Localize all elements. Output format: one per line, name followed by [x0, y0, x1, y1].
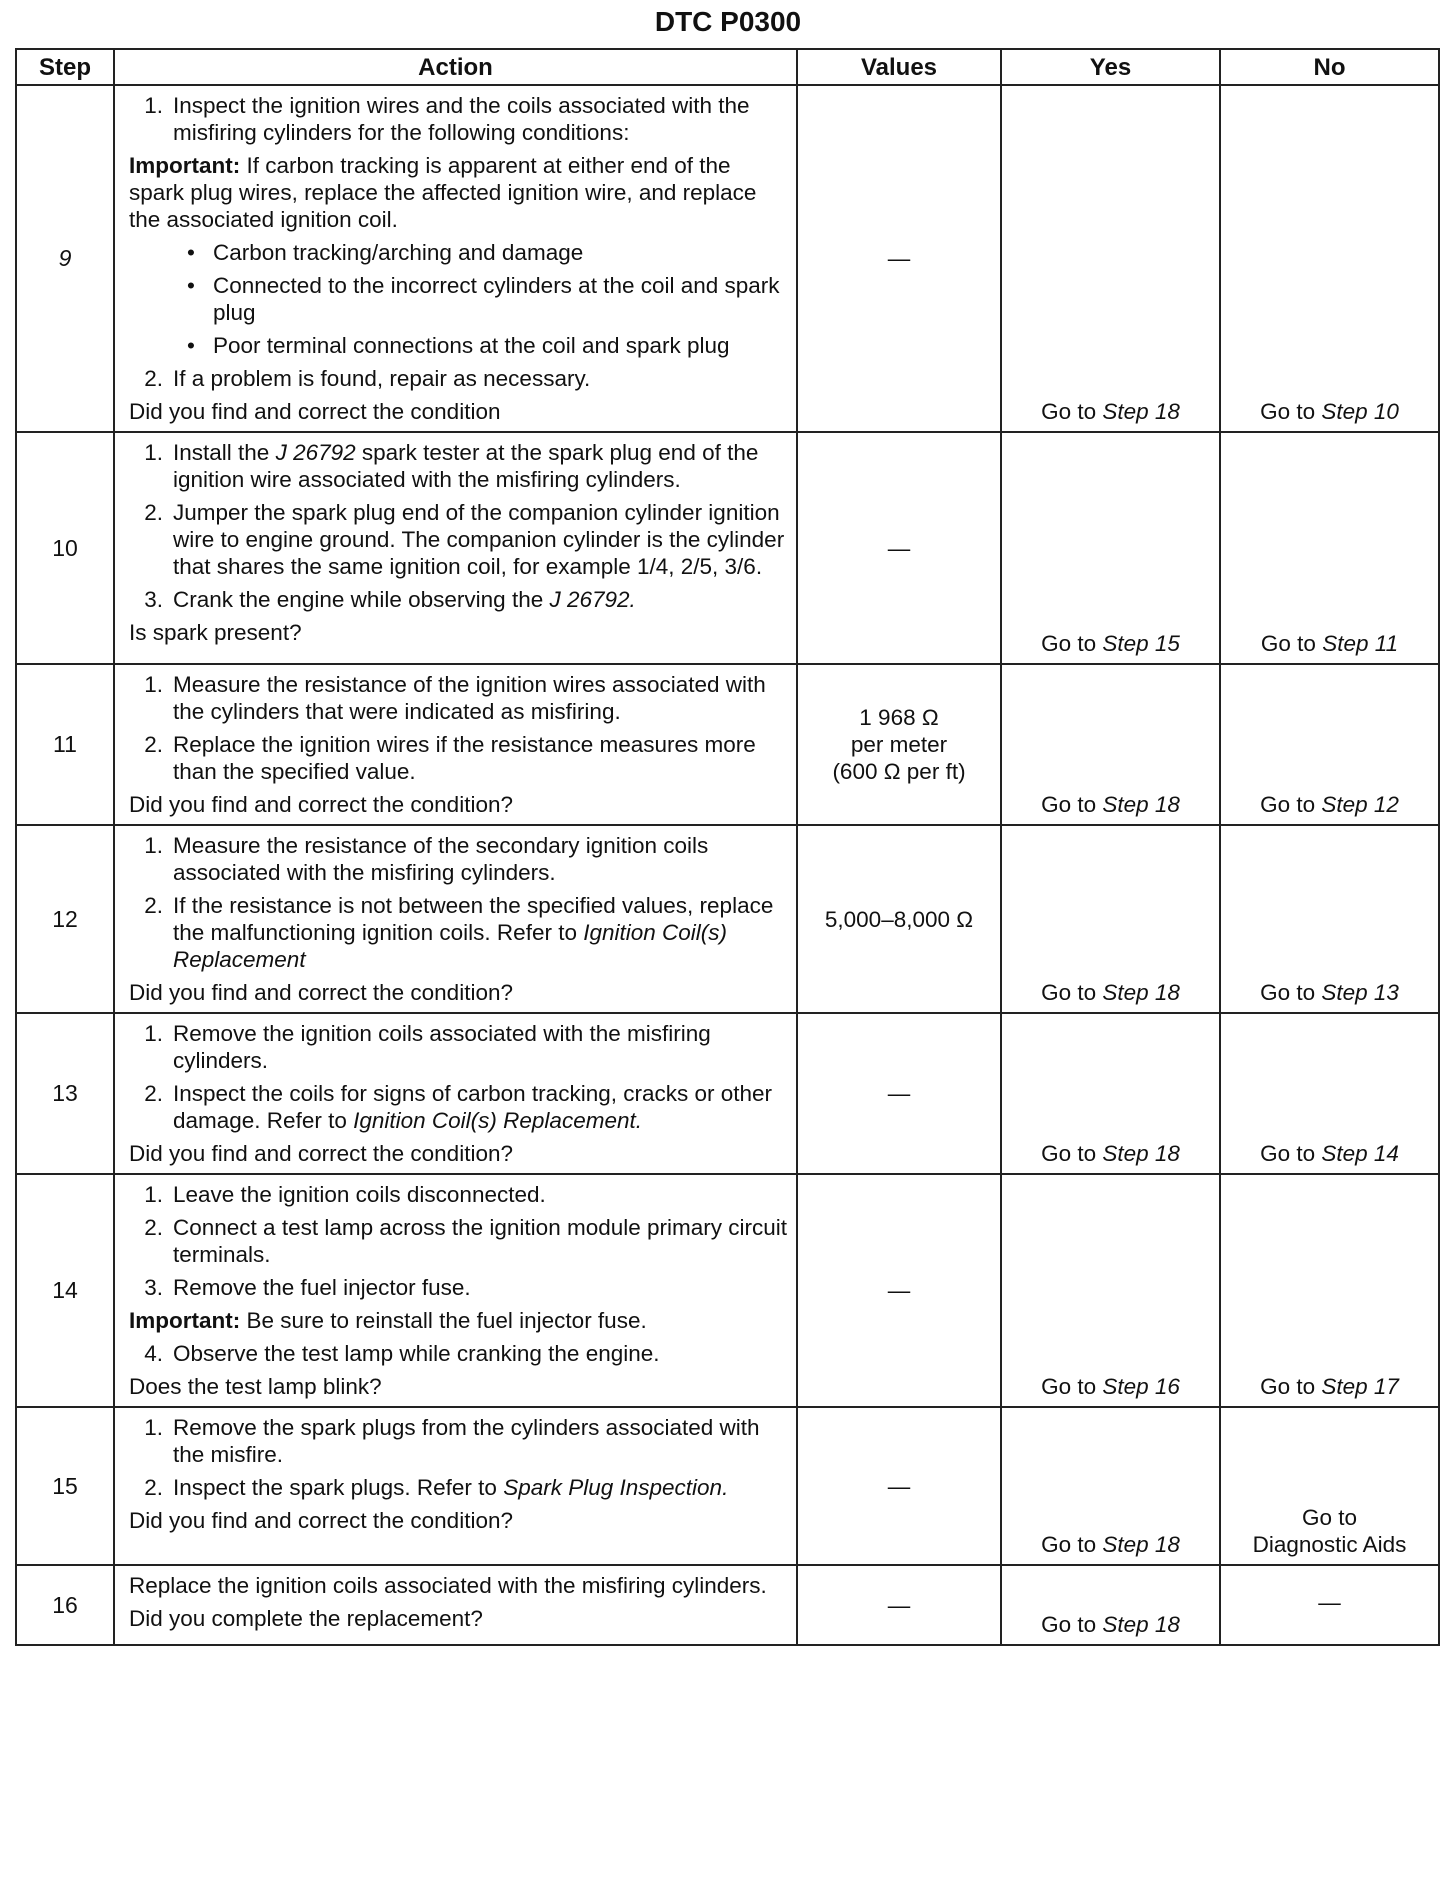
- value-text: —: [887, 1081, 911, 1106]
- item-number: 2.: [144, 1215, 163, 1240]
- text-run: J 26792: [275, 440, 356, 465]
- text-run: Did you find and correct the condition: [129, 399, 501, 424]
- table-row: [16, 1565, 1439, 1645]
- item-number: 1.: [144, 1182, 163, 1207]
- text-run: Go to: [1260, 1374, 1322, 1399]
- numbered-item: [129, 92, 788, 146]
- item-text: [173, 499, 788, 580]
- step-cell: 10: [16, 432, 114, 664]
- item-text: [173, 1181, 788, 1208]
- value-text: —: [887, 535, 911, 561]
- text-run: Jumper the spark plug end of the companion cylinder ignition wire to engine ground. The companion cylinder is the cylinder that shares the same ignition coil, for example 1/4, 2/5, 3/6.: [173, 500, 785, 579]
- item-number: 3.: [144, 1275, 163, 1300]
- text-run: Go to: [1260, 792, 1322, 817]
- item-text: [173, 832, 788, 886]
- text-run: Step 10: [1321, 399, 1399, 424]
- text-run: Step 18: [1102, 980, 1180, 1005]
- item-number: 3.: [144, 587, 163, 612]
- question: [129, 619, 788, 646]
- yes-cell: [1001, 432, 1220, 664]
- text-run: Step 11: [1322, 631, 1399, 656]
- step-cell: 13: [16, 1013, 114, 1174]
- item-number: 1.: [144, 672, 163, 697]
- value-text: per meter: [850, 732, 948, 757]
- item-text: [173, 1020, 788, 1074]
- value-text: 5,000–8,000 Ω: [824, 906, 974, 932]
- text-run: Ignition Coil(s) Replacement: [173, 920, 728, 972]
- bullet-icon: •: [187, 240, 195, 265]
- item-text: [213, 272, 788, 326]
- text-run: Important:: [129, 1308, 241, 1333]
- numbered-item: [129, 1414, 788, 1468]
- text-run: Install the: [173, 440, 276, 465]
- item-number: 1.: [144, 833, 163, 858]
- table-body: [16, 85, 1439, 1645]
- no-cell: [1220, 825, 1439, 1013]
- numbered-item: [129, 1474, 788, 1501]
- text-run: Go to: [1041, 631, 1103, 656]
- no-cell: [1220, 1407, 1439, 1565]
- text-run: Go to: [1260, 1141, 1322, 1166]
- numbered-item: [129, 671, 788, 725]
- text-run: Inspect the coils for signs of carbon tracking, cracks or other damage. Refer to: [173, 1081, 773, 1133]
- action-cell: [114, 1013, 797, 1174]
- text-run: Step 18: [1102, 1141, 1180, 1166]
- text-run: J 26792.: [549, 587, 636, 612]
- item-text: [173, 1080, 788, 1134]
- text-run: Measure the resistance of the ignition wires associated with the cylinders that were indicated as misfiring.: [173, 672, 766, 724]
- bullet-item: [187, 239, 788, 266]
- numbered-item: [129, 586, 788, 613]
- item-number: 2.: [144, 1081, 163, 1106]
- numbered-item: [129, 365, 788, 392]
- numbered-item: [129, 1340, 788, 1367]
- numbered-item: [129, 892, 788, 973]
- item-text: [173, 1214, 788, 1268]
- table-row: [16, 825, 1439, 1013]
- diagnostic-table: [15, 48, 1440, 1646]
- numbered-item: [129, 1214, 788, 1268]
- numbered-item: [129, 832, 788, 886]
- table-row: [16, 1174, 1439, 1407]
- yes-cell: [1001, 664, 1220, 825]
- text-run: Step 18: [1102, 399, 1180, 424]
- value-text: —: [887, 246, 911, 271]
- no-cell: [1220, 1013, 1439, 1174]
- item-text: [173, 586, 788, 613]
- numbered-item: [129, 499, 788, 580]
- text-run: Go to: [1041, 1141, 1103, 1166]
- values-cell: [797, 1174, 1001, 1407]
- header-no: No: [1220, 49, 1439, 85]
- yes-cell: [1001, 825, 1220, 1013]
- text-run: Important:: [129, 153, 241, 178]
- text-run: Inspect the ignition wires and the coils associated with the misfiring cylinders for the following conditions:: [173, 93, 750, 145]
- bullet-icon: •: [187, 273, 195, 298]
- text-run: Crank the engine while observing the: [173, 587, 550, 612]
- item-text: [173, 1474, 788, 1501]
- item-text: [173, 892, 788, 973]
- question: [129, 1140, 788, 1167]
- step-cell: 11: [16, 664, 114, 825]
- values-cell: [797, 1407, 1001, 1565]
- text-run: Go to: [1260, 399, 1322, 424]
- values-cell: [797, 1013, 1001, 1174]
- values-cell: [797, 432, 1001, 664]
- item-number: 4.: [144, 1341, 163, 1366]
- item-number: 2.: [144, 500, 163, 525]
- item-number: 2.: [144, 893, 163, 918]
- question: [129, 791, 788, 818]
- text-run: If a problem is found, repair as necessary.: [173, 366, 591, 391]
- text-run: spark tester at the spark plug end of the ignition wire associated with the misfiring cylinders.: [173, 440, 759, 492]
- yes-cell: [1001, 1174, 1220, 1407]
- values-cell: [797, 825, 1001, 1013]
- values-cell: [797, 1565, 1001, 1645]
- paragraph: [129, 152, 788, 233]
- no-cell: [1220, 1174, 1439, 1407]
- item-text: [213, 332, 788, 359]
- text-run: Measure the resistance of the secondary ignition coils associated with the misfiring cylinders.: [173, 833, 709, 885]
- text-run: Go to: [1041, 1532, 1103, 1557]
- item-text: [173, 92, 788, 146]
- bullet-item: [187, 332, 788, 359]
- numbered-item: [129, 1274, 788, 1301]
- text-run: Observe the test lamp while cranking the engine.: [173, 1341, 660, 1366]
- item-text: [173, 1414, 788, 1468]
- text-run: Step 13: [1321, 980, 1399, 1005]
- text-run: Go to: [1260, 631, 1323, 656]
- numbered-item: [129, 1080, 788, 1134]
- header-values: Values: [797, 49, 1001, 85]
- text-run: Replace the ignition wires if the resistance measures more than the specified value.: [173, 732, 756, 784]
- table-row: [16, 85, 1439, 432]
- action-cell: [114, 1407, 797, 1565]
- text-run: Go to: [1301, 1505, 1358, 1530]
- header-step: Step: [16, 49, 114, 85]
- value-text: —: [887, 1473, 911, 1499]
- step-cell: 14: [16, 1174, 114, 1407]
- text-run: Go to: [1260, 980, 1322, 1005]
- text-run: Did you find and correct the condition?: [129, 1141, 513, 1166]
- values-cell: [797, 664, 1001, 825]
- text-run: Did you find and correct the condition?: [129, 792, 513, 817]
- item-text: [173, 671, 788, 725]
- text-run: Diagnostic Aids: [1252, 1532, 1407, 1557]
- text-run: If the resistance is not between the specified values, replace the malfunctioning ignition coils. Refer to: [173, 893, 774, 945]
- text-run: Leave the ignition coils disconnected.: [173, 1182, 546, 1207]
- table-row: [16, 1013, 1439, 1174]
- item-text: [213, 239, 788, 266]
- text-run: Replace the ignition coils associated with the misfiring cylinders.: [129, 1573, 767, 1598]
- text-run: Go to: [1041, 980, 1103, 1005]
- text-run: Step 18: [1102, 792, 1180, 817]
- bullet-icon: •: [187, 333, 195, 358]
- value-text: —: [887, 1278, 911, 1303]
- item-text: [173, 365, 788, 392]
- value-text: 1 968 Ω: [859, 705, 939, 730]
- paragraph: [129, 1572, 788, 1599]
- text-run: If carbon tracking is apparent at either end of the spark plug wires, replace the affected ignition wire, and replace the associated ignition coil.: [129, 153, 757, 232]
- text-run: Connect a test lamp across the ignition module primary circuit terminals.: [173, 1215, 788, 1267]
- item-number: 2.: [144, 1475, 163, 1500]
- text-run: Did you find and correct the condition?: [129, 980, 513, 1005]
- item-number: 1.: [144, 440, 163, 465]
- text-run: Go to: [1041, 792, 1103, 817]
- value-text: (600 Ω per ft): [832, 759, 966, 784]
- action-cell: [114, 432, 797, 664]
- question: [129, 1373, 788, 1400]
- text-run: Carbon tracking/arching and damage: [213, 240, 584, 265]
- text-run: Did you find and correct the condition?: [129, 1508, 513, 1533]
- header-action: Action: [114, 49, 797, 85]
- no-cell: [1220, 664, 1439, 825]
- text-run: Step 18: [1102, 1532, 1180, 1557]
- text-run: Remove the ignition coils associated with the misfiring cylinders.: [173, 1021, 711, 1073]
- text-run: Step 18: [1102, 1612, 1180, 1637]
- text-run: Spark Plug Inspection.: [503, 1475, 729, 1500]
- yes-cell: [1001, 85, 1220, 432]
- item-number: 2.: [144, 732, 163, 757]
- paragraph: [129, 1307, 788, 1334]
- action-cell: [114, 1565, 797, 1645]
- header-row: [16, 49, 1439, 85]
- item-number: 2.: [144, 366, 163, 391]
- table-row: [16, 432, 1439, 664]
- question: [129, 979, 788, 1006]
- text-run: Step 12: [1321, 792, 1399, 817]
- item-text: [173, 439, 788, 493]
- question: [129, 1605, 788, 1632]
- text-run: Go to: [1041, 399, 1103, 424]
- text-run: Is spark present?: [129, 620, 302, 645]
- numbered-item: [129, 731, 788, 785]
- text-run: Does the test lamp blink?: [129, 1374, 382, 1399]
- no-cell: [1220, 432, 1439, 664]
- header-yes: Yes: [1001, 49, 1220, 85]
- text-run: Ignition Coil(s) Replacement.: [353, 1108, 642, 1133]
- values-cell: [797, 85, 1001, 432]
- bullet-item: [187, 272, 788, 326]
- text-run: —: [1318, 1589, 1341, 1615]
- text-run: Be sure to reinstall the fuel injector fuse.: [240, 1308, 647, 1333]
- text-run: Go to: [1041, 1612, 1103, 1637]
- text-run: Step 16: [1102, 1374, 1180, 1399]
- text-run: Go to: [1041, 1374, 1103, 1399]
- item-text: [173, 731, 788, 785]
- no-cell: [1220, 85, 1439, 432]
- text-run: Inspect the spark plugs. Refer to: [173, 1475, 504, 1500]
- action-cell: [114, 825, 797, 1013]
- question: [129, 398, 788, 425]
- item-number: 1.: [144, 1021, 163, 1046]
- action-cell: [114, 85, 797, 432]
- action-cell: [114, 1174, 797, 1407]
- numbered-item: [129, 1020, 788, 1074]
- item-number: 1.: [144, 1415, 163, 1440]
- text-run: Remove the fuel injector fuse.: [173, 1275, 471, 1300]
- numbered-item: [129, 439, 788, 493]
- text-run: Step 17: [1321, 1374, 1399, 1399]
- step-cell: 9: [16, 85, 114, 432]
- question: [129, 1507, 788, 1534]
- no-cell: [1220, 1565, 1439, 1645]
- step-cell: 16: [16, 1565, 114, 1645]
- item-text: [173, 1340, 788, 1367]
- yes-cell: [1001, 1013, 1220, 1174]
- text-run: Step 14: [1321, 1141, 1399, 1166]
- value-text: —: [887, 1592, 911, 1618]
- text-run: Remove the spark plugs from the cylinders associated with the misfire.: [173, 1415, 760, 1467]
- table-row: [16, 664, 1439, 825]
- table-row: [16, 1407, 1439, 1565]
- step-cell: 12: [16, 825, 114, 1013]
- text-run: Did you complete the replacement?: [129, 1606, 483, 1631]
- action-cell: [114, 664, 797, 825]
- step-cell: 15: [16, 1407, 114, 1565]
- yes-cell: [1001, 1565, 1220, 1645]
- item-number: 1.: [144, 93, 163, 118]
- text-run: Connected to the incorrect cylinders at the coil and spark plug: [213, 273, 780, 325]
- text-run: Poor terminal connections at the coil and spark plug: [213, 333, 730, 358]
- item-text: [173, 1274, 788, 1301]
- page-title: DTC P0300: [654, 6, 802, 37]
- yes-cell: [1001, 1407, 1220, 1565]
- text-run: Step 15: [1102, 631, 1180, 656]
- numbered-item: [129, 1181, 788, 1208]
